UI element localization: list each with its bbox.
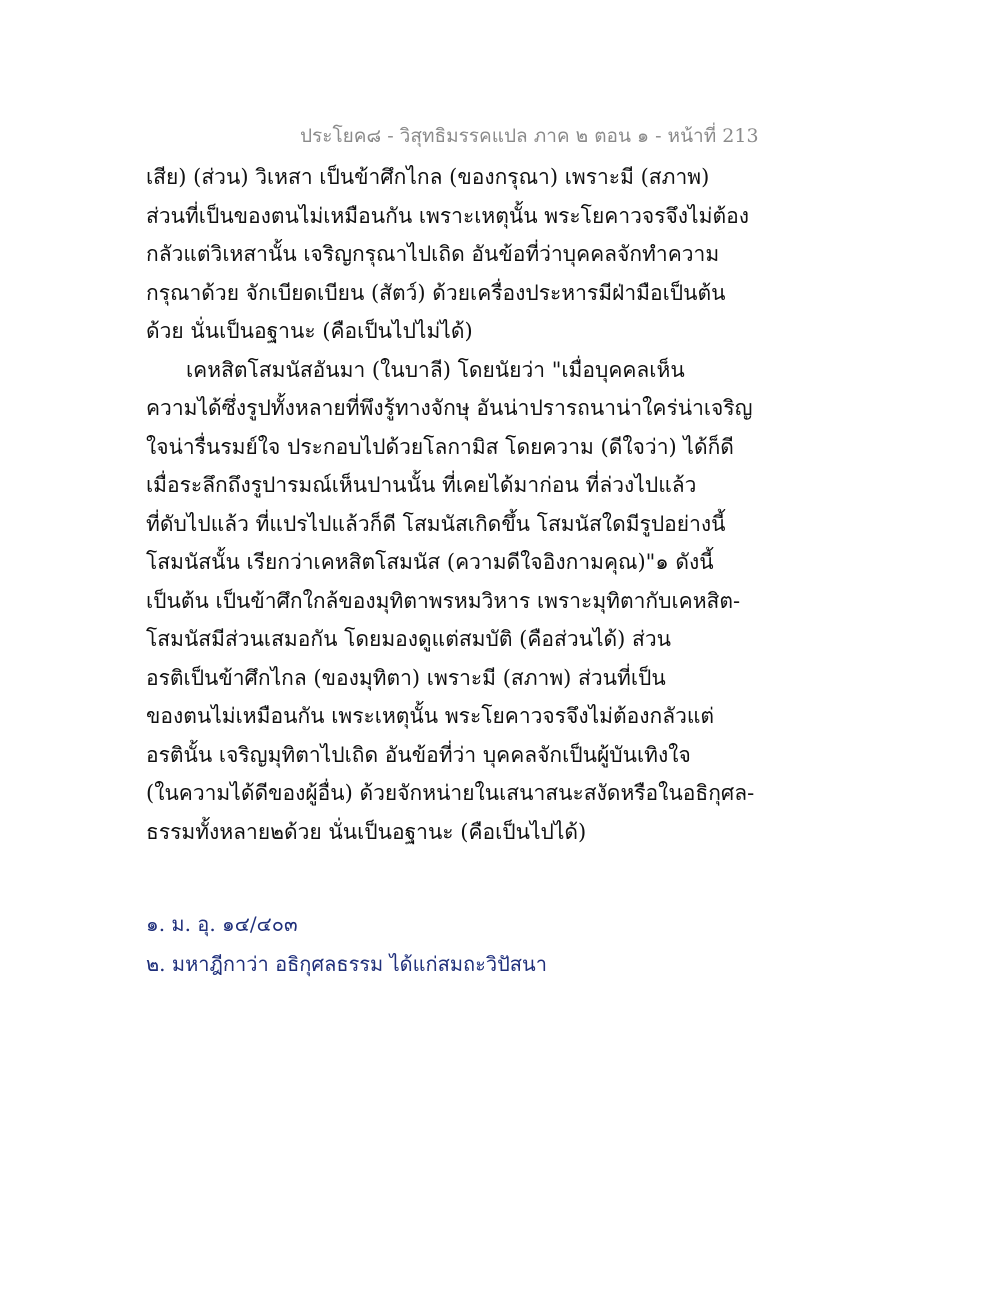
text-line: ความได้ซึ่งรูปทั้งหลายที่พึงรู้ทางจักษุ อันน่าปรารถนาน่าใคร่น่าเจริญ <box>146 396 753 420</box>
text-line: กลัวแต่วิเหสานั้น เจริญกรุณาไปเถิด อันข้อที่ว่าบุคคลจักทำความ <box>146 242 720 266</box>
text-line: โสมนัสนั้น เรียกว่าเคหสิตโสมนัส (ความดีใจอิงกามคุณ)"๑ ดังนี้ <box>146 550 714 574</box>
text-line: ส่วนที่เป็นของตนไม่เหมือนกัน เพราะเหตุนั้น พระโยคาวจรจึงไม่ต้อง <box>146 203 749 228</box>
paragraph-2 <box>146 351 866 852</box>
footnotes <box>146 904 866 984</box>
text-line: ธรรมทั้งหลาย๒ด้วย นั่นเป็นอฐานะ (คือเป็นไปได้) <box>146 819 587 844</box>
text-line: อรตินั้น เจริญมุทิตาไปเถิด อันข้อที่ว่า บุคคลจักเป็นผู้บันเทิงใจ <box>146 742 691 767</box>
footnote-1: ๑. ม. อุ. ๑๔/๔๐๓ <box>146 912 298 936</box>
footnote-2: ๒. มหาฎีกาว่า อธิกุศลธรรม ได้แก่สมถะวิปัสนา <box>146 952 547 976</box>
text-line: เมื่อระลึกถึงรูปารมณ์เห็นปานนั้น ที่เคยได้มาก่อน ที่ล่วงไปแล้ว <box>146 473 697 497</box>
running-header: ประโยค๘ - วิสุทธิมรรคแปล ภาค ๒ ตอน ๑ - หน้าที่ 213 <box>300 125 759 147</box>
paragraph-1 <box>146 158 866 351</box>
text-line: (ในความได้ดีของผู้อื่น) ด้วยจักหน่ายในเสนาสนะสงัดหรือในอธิกุศล- <box>146 781 755 805</box>
text-line: เคหสิตโสมนัสอันมา (ในบาลี) โดยนัยว่า "เมื่อบุคคลเห็น <box>186 357 685 382</box>
text-line: กรุณาด้วย จักเบียดเบียน (สัตว์) ด้วยเครื่องประหารมีฝ่ามือเป็นต้น <box>146 280 726 305</box>
text-line: ของตนไม่เหมือนกัน เพระเหตุนั้น พระโยคาวจรจึงไม่ต้องกลัวแต่ <box>146 704 715 728</box>
text-line: เสีย) (ส่วน) วิเหสา เป็นข้าศึกไกล (ของกรุณา) เพราะมี (สภาพ) <box>146 165 710 189</box>
text-line: อรติเป็นข้าศึกไกล (ของมุทิตา) เพราะมี (สภาพ) ส่วนที่เป็น <box>146 665 666 690</box>
text-line: เป็นต้น เป็นข้าศึกใกล้ของมุทิตาพรหมวิหาร เพราะมุทิตากับเคหสิต- <box>146 588 741 613</box>
text-line: ใจน่ารื่นรมย์ใจ ประกอบไปด้วยโลกามิส โดยความ (ดีใจว่า) ได้ก็ดี <box>146 434 734 459</box>
text-line: ที่ดับไปแล้ว ที่แปรไปแล้วก็ดี โสมนัสเกิดขึ้น โสมนัสใดมีรูปอย่างนี้ <box>146 511 726 536</box>
body-text <box>146 158 866 851</box>
text-line: โสมนัสมีส่วนเสมอกัน โดยมองดูแต่สมบัติ (คือส่วนได้) ส่วน <box>146 627 672 651</box>
text-line: ด้วย นั่นเป็นอฐานะ (คือเป็นไปไม่ได้) <box>146 319 473 343</box>
